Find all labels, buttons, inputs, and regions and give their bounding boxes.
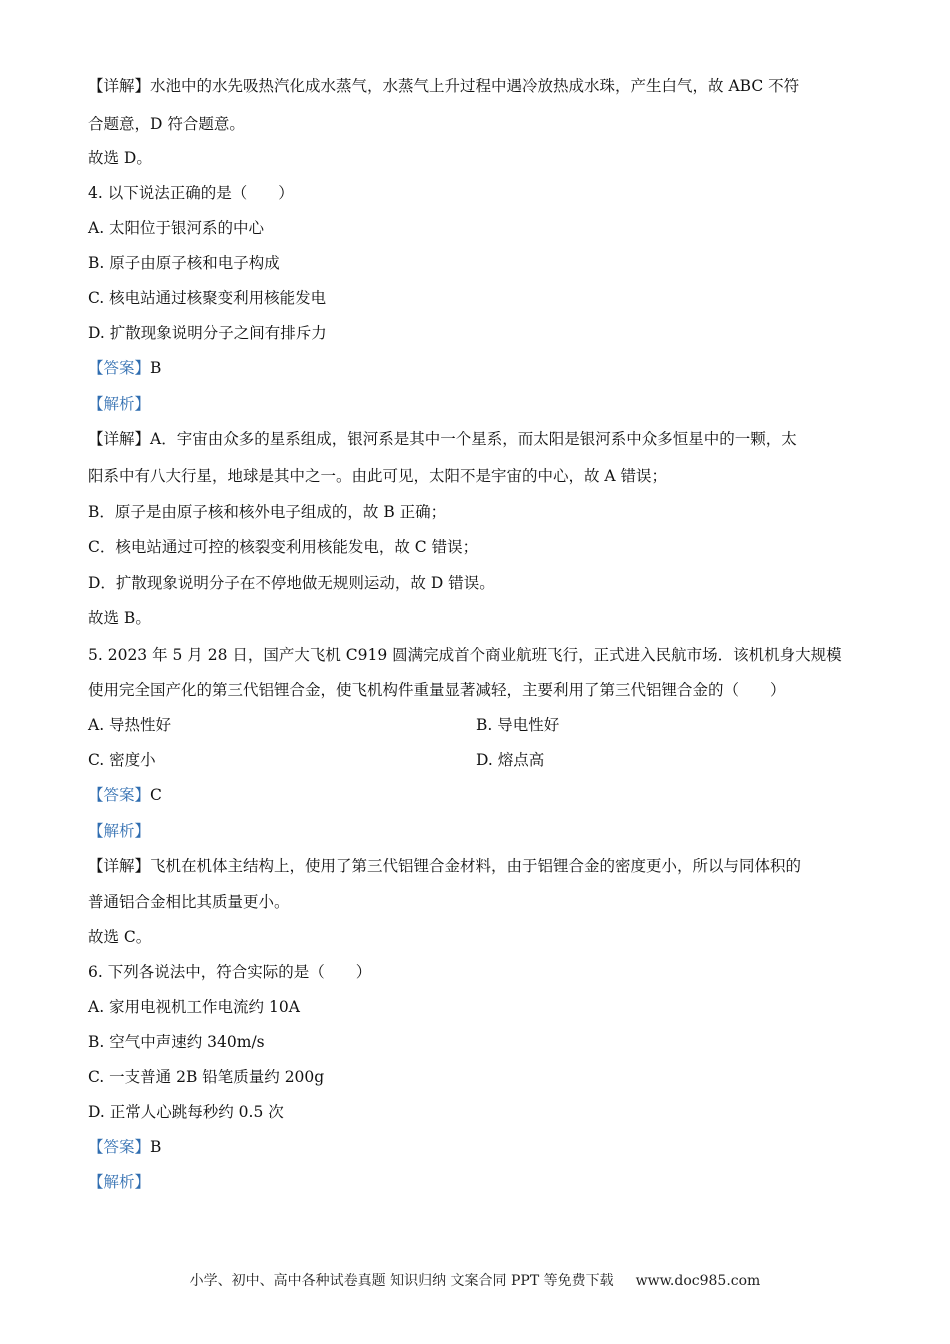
analysis-line [88,821,150,841]
option-line: B. 导电性好 [476,716,560,734]
detail-tag: 【详解】 [88,430,151,448]
answer-line: 【答案】B [88,359,162,377]
option-line: D. 扩散现象说明分子之间有排斥力 [88,324,327,342]
footer-text: 小学、初中、高中各种试卷真题 知识归纳 文案合同 PPT 等免费下载 [189,1273,614,1289]
option-line: A. 导热性好 [88,716,172,734]
analysis-tag: 【解析】 [88,822,151,840]
analysis-line [88,394,150,414]
question-5-stem: 5. 2023 年 5 月 28 日，国产大飞机 C919 圆满完成首个商业航班飞行，正式进入民航市场．该机机身大规模 [88,646,842,664]
text-line: D．扩散现象说明分子在不停地做无规则运动，故 D 错误。 [88,574,495,592]
option-line: D. 正常人心跳每秒约 0.5 次 [88,1103,284,1121]
text-line: 故选 C。 [88,928,152,946]
option-line: C. 核电站通过核聚变利用核能发电 [88,289,327,307]
analysis-line [88,1172,150,1192]
text-line: 阳系中有八大行星，地球是其中之一。由此可见，太阳不是宇宙的中心，故 A 错误； [88,467,668,485]
text-line: 使用完全国产化的第三代铝锂合金，使飞机构件重量显著减轻，主要利用了第三代铝锂合金的（ ） [88,681,786,699]
option-line: B. 空气中声速约 340m/s [88,1033,265,1051]
answer-tag: 【答案】 [88,1138,151,1156]
option-line: A. 太阳位于银河系的中心 [88,219,265,237]
analysis-tag: 【解析】 [88,395,151,413]
option-line: C. 一支普通 2B 铅笔质量约 200g [88,1068,325,1086]
text-line: 故选 B。 [88,609,151,627]
option-line: B. 原子由原子核和电子构成 [88,254,280,272]
answer-tag: 【答案】 [88,786,151,804]
answer-line: 【答案】B [88,1138,162,1156]
question-4-stem: 4. 以下说法正确的是（ ） [88,184,294,202]
text-line: 【详解】水池中的水先吸热汽化成水蒸气，水蒸气上升过程中遇冷放热成水珠，产生白气，故 ABC 不符 [88,77,800,95]
text-line: 【详解】A．宇宙由众多的星系组成，银河系是其中一个星系，而太阳是银河系中众多恒星中的一颗，太 [88,430,797,448]
footer-url[interactable]: www.doc985.com [635,1273,761,1289]
option-line: A. 家用电视机工作电流约 10A [88,998,300,1016]
page-footer [0,1270,950,1290]
detail-tag: 【详解】 [88,77,151,95]
text-line: B．原子是由原子核和核外电子组成的，故 B 正确； [88,503,447,521]
option-line: C. 密度小 [88,751,156,769]
text-line: C．核电站通过可控的核裂变利用核能发电，故 C 错误； [88,538,479,556]
answer-line: 【答案】C [88,786,162,804]
question-6-stem: 6. 下列各说法中，符合实际的是（ ） [88,963,372,981]
text-line: 普通铝合金相比其质量更小。 [88,893,290,911]
text-line: 【详解】飞机在机体主结构上，使用了第三代铝锂合金材料，由于铝锂合金的密度更小，所以与同体积的 [88,857,802,875]
detail-tag: 【详解】 [88,857,151,875]
answer-tag: 【答案】 [88,359,151,377]
text-line: 合题意，D 符合题意。 [88,115,245,133]
text-line: 故选 D。 [88,149,152,167]
analysis-tag: 【解析】 [88,1173,151,1191]
option-line: D. 熔点高 [476,751,545,769]
